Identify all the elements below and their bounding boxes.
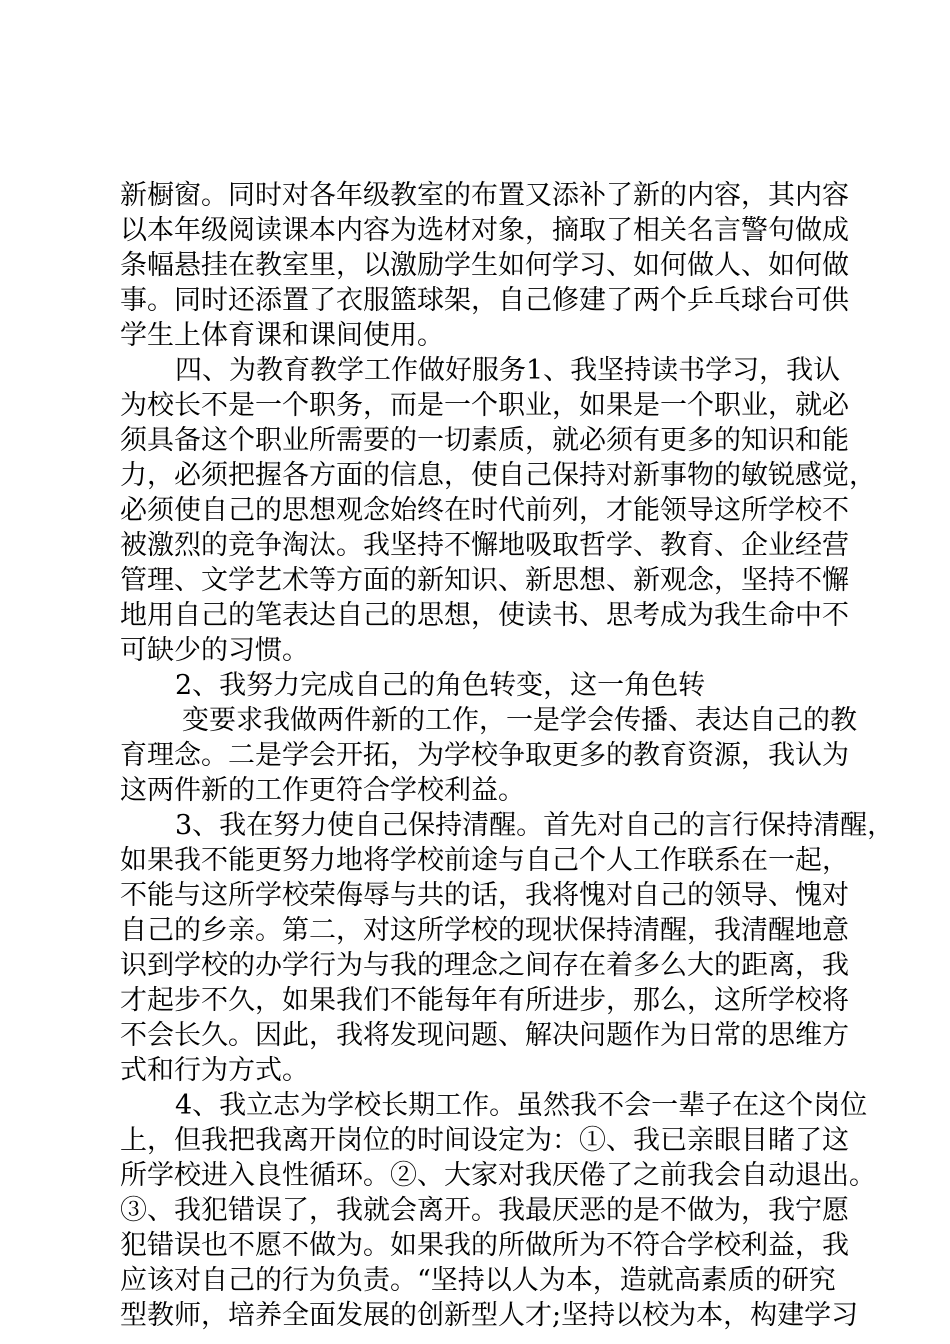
- paragraph-line-7: 为校长不是一个职务，而是一个职业，如果是一个职业，就必: [120, 390, 849, 421]
- paragraph-line-15: 2、我努力完成自己的角色转变，这一角色转: [175, 670, 706, 701]
- paragraph-line-12: 管理、文学艺术等方面的新知识、新思想、新观念，坚持不懈: [120, 565, 849, 596]
- paragraph-line-5: 学生上体育课和课间使用。: [120, 320, 444, 351]
- paragraph-line-10: 必须使自己的思想观念始终在时代前列，才能领导这所学校不: [120, 495, 849, 526]
- paragraph-line-31: 犯错误也不愿不做为。如果我的所做所为不符合学校利益，我: [120, 1230, 849, 1261]
- paragraph-line-29: 所学校进入良性循环。②、大家对我厌倦了之前我会自动退出。: [120, 1160, 876, 1191]
- paragraph-line-8: 须具备这个职业所需要的一切素质，就必须有更多的知识和能: [120, 425, 849, 456]
- paragraph-line-9: 力，必须把握各方面的信息，使自己保持对新事物的敏锐感觉，: [120, 460, 876, 491]
- paragraph-line-25: 不会长久。因此，我将发现问题、解决问题作为日常的思维方: [120, 1020, 849, 1051]
- paragraph-line-13: 地用自己的笔表达自己的思想，使读书、思考成为我生命中不: [120, 600, 849, 631]
- paragraph-line-26: 式和行为方式。: [120, 1055, 309, 1086]
- paragraph-line-14: 可缺少的习惯。: [120, 635, 309, 666]
- paragraph-line-19: 3、我在努力使自己保持清醒。首先对自己的言行保持清醒，: [175, 810, 895, 841]
- paragraph-line-17: 育理念。二是学会开拓，为学校争取更多的教育资源，我认为: [120, 740, 849, 771]
- paragraph-line-6: 四、为教育教学工作做好服务1、我坚持读书学习，我认: [175, 355, 841, 386]
- paragraph-line-24: 才起步不久，如果我们不能每年有所进步，那么，这所学校将: [120, 985, 849, 1016]
- paragraph-line-3: 条幅悬挂在教室里，以激励学生如何学习、如何做人、如何做: [120, 250, 849, 281]
- paragraph-line-2: 以本年级阅读课本内容为选材对象，摘取了相关名言警句做成: [120, 215, 849, 246]
- paragraph-line-4: 事。同时还添置了衣服篮球架，自己修建了两个乒乓球台可供: [120, 285, 849, 316]
- paragraph-line-33: 型教师，培养全面发展的创新型人才;坚持以校为本，构建学习: [120, 1300, 859, 1331]
- paragraph-line-32: 应该对自己的行为负责。“坚持以人为本，造就高素质的研究: [120, 1265, 836, 1296]
- paragraph-line-21: 不能与这所学校荣侮辱与共的话，我将愧对自己的领导、愧对: [120, 880, 849, 911]
- paragraph-line-22: 自己的乡亲。第二，对这所学校的现状保持清醒，我清醒地意: [120, 915, 849, 946]
- paragraph-line-23: 识到学校的办学行为与我的理念之间存在着多么大的距离，我: [120, 950, 849, 981]
- paragraph-line-1: 新橱窗。同时对各年级教室的布置又添补了新的内容，其内容: [120, 180, 849, 211]
- paragraph-line-30: ③、我犯错误了，我就会离开。我最厌恶的是不做为，我宁愿: [120, 1195, 849, 1226]
- paragraph-line-28: 上，但我把我离开岗位的时间设定为：①、我已亲眼目睹了这: [120, 1125, 849, 1156]
- paragraph-line-18: 这两件新的工作更符合学校利益。: [120, 775, 525, 806]
- paragraph-line-20: 如果我不能更努力地将学校前途与自己个人工作联系在一起，: [120, 845, 849, 876]
- paragraph-line-11: 被激烈的竞争淘汰。我坚持不懈地吸取哲学、教育、企业经营: [120, 530, 849, 561]
- paragraph-line-27: 4、我立志为学校长期工作。虽然我不会一辈子在这个岗位: [175, 1090, 868, 1121]
- paragraph-line-16: 变要求我做两件新的工作，一是学会传播、表达自己的教: [182, 705, 857, 736]
